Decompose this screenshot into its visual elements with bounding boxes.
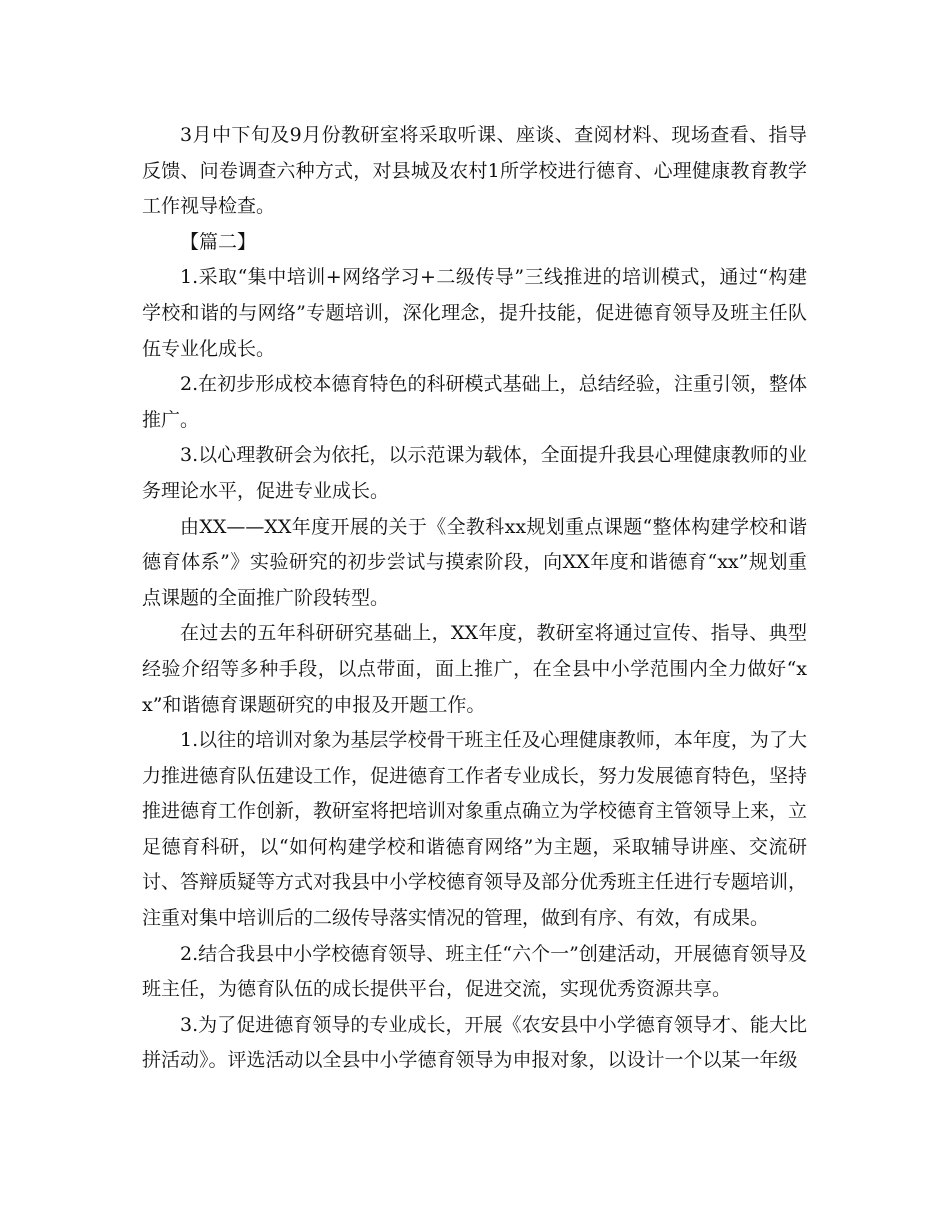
paragraph-research-transition: 由XX——XX年度开展的关于《全教科xx规划重点课题“整体构建学校和谐德育体系”》实验研究的初步尝试与摸索阶段，向XX年度和谐德育“xx”规划重点课题的全面推广阶段转型。	[142, 515, 807, 609]
paragraph-inspection: 3月中下旬及9月份教研室将采取听课、座谈、查阅材料、现场查看、指导反馈、问卷调查六种方式，对县城及农村1所学校进行德育、心理健康教育教学工作视导检查。	[142, 124, 807, 218]
paragraph-psych-teaching: 3.以心理教研会为依托，以示范课为载体，全面提升我县心理健康教师的业务理论水平，促进专业成长。	[142, 444, 807, 502]
section-heading-part-two: 【篇二】	[180, 230, 257, 253]
paragraph-research-model: 2.在初步形成校本德育特色的科研模式基础上，总结经验，注重引领，整体推广。	[142, 373, 807, 431]
paragraph-six-ones-activity: 2.结合我县中小学校德育领导、班主任“六个一”创建活动，开展德育领导及班主任，为德育队伍的成长提供平台，促进交流，实现优秀资源共享。	[142, 942, 807, 1001]
document-body	[142, 118, 807, 1079]
paragraph-training-targets: 1.以往的培训对象为基层学校骨干班主任及心理健康教师，本年度，为了大力推进德育队伍建设工作，促进德育工作者专业成长，努力发展德育特色，坚持推进德育工作创新，教研室将把培训对象重点确立为学校德育主管领导上来，立足德育科研，以“如何构建学校和谐德育网络”为主题，采取辅导讲座、交流研讨、答辩质疑等方式对我县中小学校德育领导及部分优秀班主任进行专题培训，注重对集中培训后的二级传导落实情况的管理，做到有序、有效，有成果。	[142, 729, 808, 930]
paragraph-training-mode: 1.采取“集中培训+网络学习+二级传导”三线推进的培训模式，通过“构建学校和谐的与网络”专题培训，深化理念，提升技能，促进德育领导及班主任队伍专业化成长。	[142, 266, 807, 360]
paragraph-leader-competition: 3.为了促进德育领导的专业成长，开展《农安县中小学德育领导才、能大比拼活动》。评选活动以全县中小学德育领导为申报对象，以设计一个以某一年级	[142, 1013, 807, 1072]
paragraph-research-promotion: 在过去的五年科研研究基础上，XX年度，教研室将通过宣传、指导、典型经验介绍等多种手段，以点带面，面上推广，在全县中小学范围内全力做好“xx”和谐德育课题研究的申报及开题工作。	[142, 622, 807, 716]
